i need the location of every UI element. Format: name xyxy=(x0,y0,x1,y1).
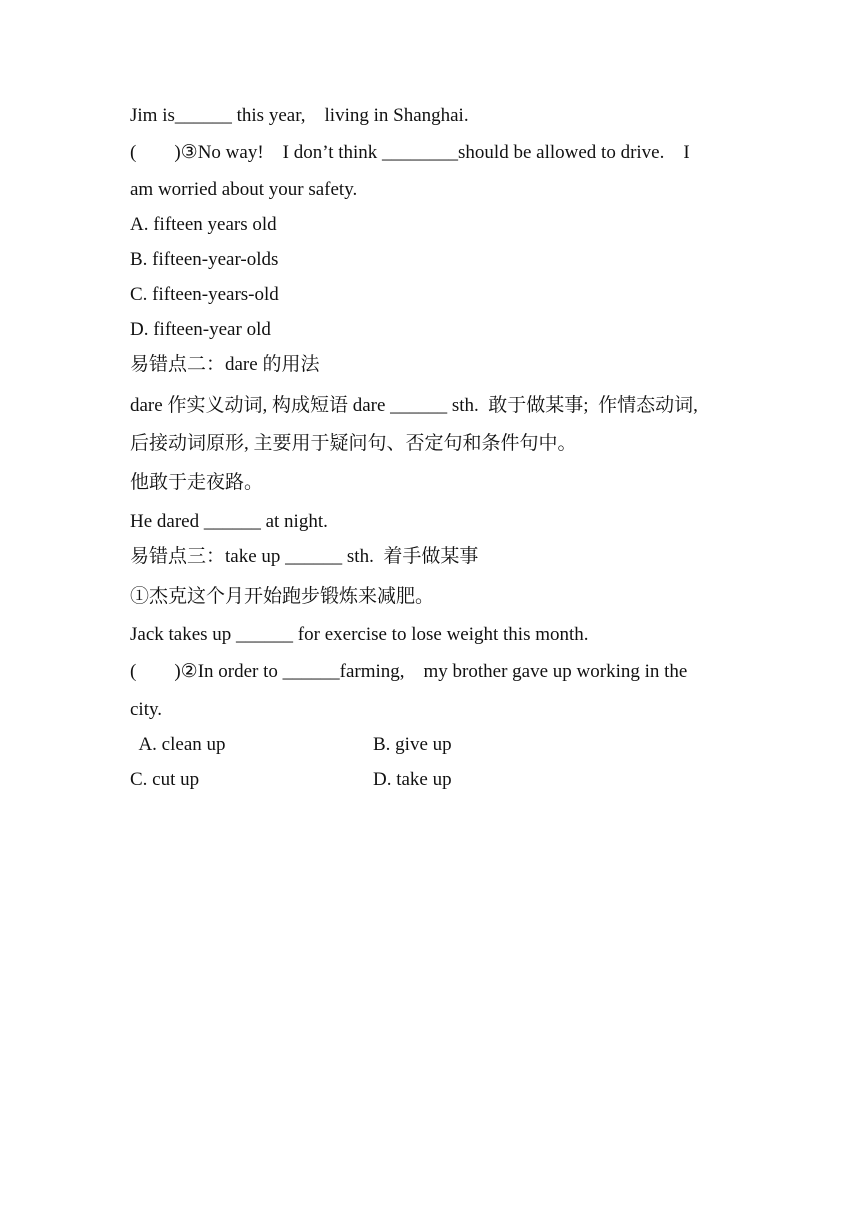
dare-usage-line-1: dare 作实义动词, 构成短语 dare ______ sth. 敢于做某事; 作情态动词, xyxy=(130,395,698,416)
section-heading-3: 易错点三：take up ______ sth. 着手做某事 xyxy=(130,546,479,567)
question-1-english: Jack takes up ______ for exercise to lose weight this month. xyxy=(130,624,589,645)
text-line-1: Jim is______ this year, living in Shanghai. xyxy=(130,105,469,126)
choice-a: A. clean up xyxy=(130,734,226,755)
question-2-line: ( )②In order to ______farming, my brother gave up working in the xyxy=(130,661,688,682)
choice-b: B. give up xyxy=(373,734,452,755)
question-3-continuation: am worried about your safety. xyxy=(130,179,358,200)
option-c: C. fifteen-years-old xyxy=(130,284,279,305)
question-1-chinese: ①杰克这个月开始跑步锻炼来减肥。 xyxy=(130,586,435,607)
choice-d: D. take up xyxy=(373,769,452,790)
chinese-example: 他敢于走夜路。 xyxy=(130,472,264,493)
section-heading-2: 易错点二：dare 的用法 xyxy=(130,354,320,375)
option-b: B. fifteen-year-olds xyxy=(130,249,279,270)
english-example: He dared ______ at night. xyxy=(130,511,328,532)
choice-c: C. cut up xyxy=(130,769,200,790)
dare-usage-line-2: 后接动词原形, 主要用于疑问句、否定句和条件句中。 xyxy=(130,433,577,454)
question-3-line: ( )③No way! I don’t think ________should be allowed to drive. I xyxy=(130,142,690,163)
question-2-continuation: city. xyxy=(130,699,163,720)
option-a: A. fifteen years old xyxy=(130,214,277,235)
option-d: D. fifteen-year old xyxy=(130,319,271,340)
